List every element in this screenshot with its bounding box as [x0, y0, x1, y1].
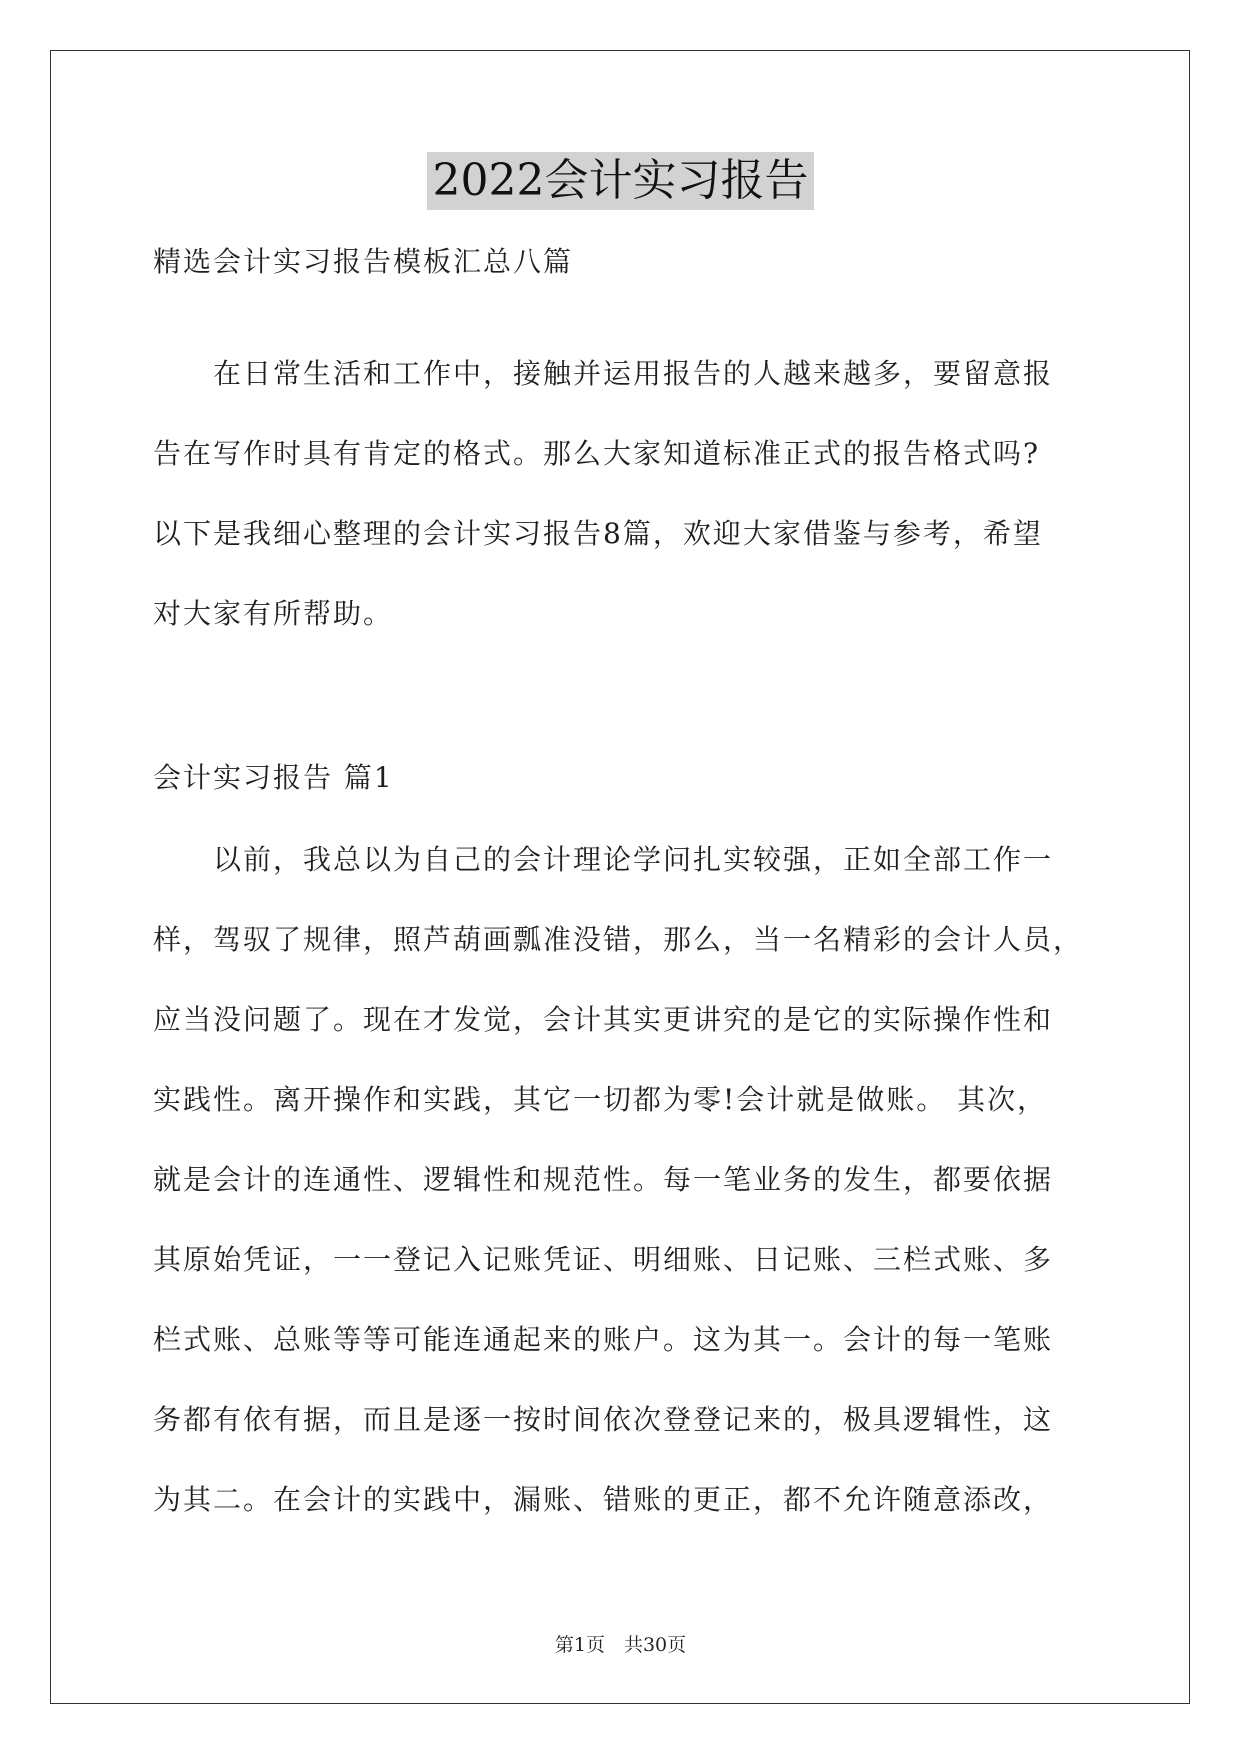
body-line-3: 应当没问题了。现在才发觉，会计其实更讲究的是它的实际操作性和	[153, 1003, 1054, 1036]
intro-line-2: 告在写作时具有肯定的格式。那么大家知道标准正式的报告格式吗?	[153, 437, 1041, 470]
page-number: 第1页 共30页	[554, 1634, 687, 1656]
document-subtitle: 精选会计实习报告模板汇总八篇	[153, 245, 574, 278]
page-footer	[0, 1632, 1241, 1658]
section-heading: 会计实习报告 篇1	[153, 761, 394, 794]
intro-line-1: 在日常生活和工作中，接触并运用报告的人越来越多，要留意报	[153, 357, 1054, 390]
body-line-4: 实践性。离开操作和实践，其它一切都为零!会计就是做账。 其次，	[153, 1083, 1048, 1116]
document-title: 2022会计实习报告	[427, 152, 815, 210]
intro-line-3: 以下是我细心整理的会计实习报告8篇，欢迎大家借鉴与参考，希望	[153, 517, 1043, 550]
body-line-1: 以前，我总以为自己的会计理论学问扎实较强，正如全部工作一	[153, 843, 1054, 876]
body-line-6: 其原始凭证，一一登记入记账凭证、明细账、日记账、三栏式账、多	[153, 1243, 1054, 1276]
body-line-5: 就是会计的连通性、逻辑性和规范性。每一笔业务的发生，都要依据	[153, 1163, 1054, 1196]
body-line-7: 栏式账、总账等等可能连通起来的账户。这为其一。会计的每一笔账	[153, 1323, 1054, 1356]
title-container	[0, 152, 1241, 210]
body-line-9: 为其二。在会计的实践中，漏账、错账的更正，都不允许随意添改，	[153, 1483, 1054, 1516]
body-line-2: 样，驾驭了规律，照芦葫画瓢准没错，那么，当一名精彩的会计人员，	[153, 923, 1084, 956]
intro-line-4: 对大家有所帮助。	[153, 597, 394, 630]
body-line-8: 务都有依有据，而且是逐一按时间依次登登记来的，极具逻辑性，这	[153, 1403, 1054, 1436]
